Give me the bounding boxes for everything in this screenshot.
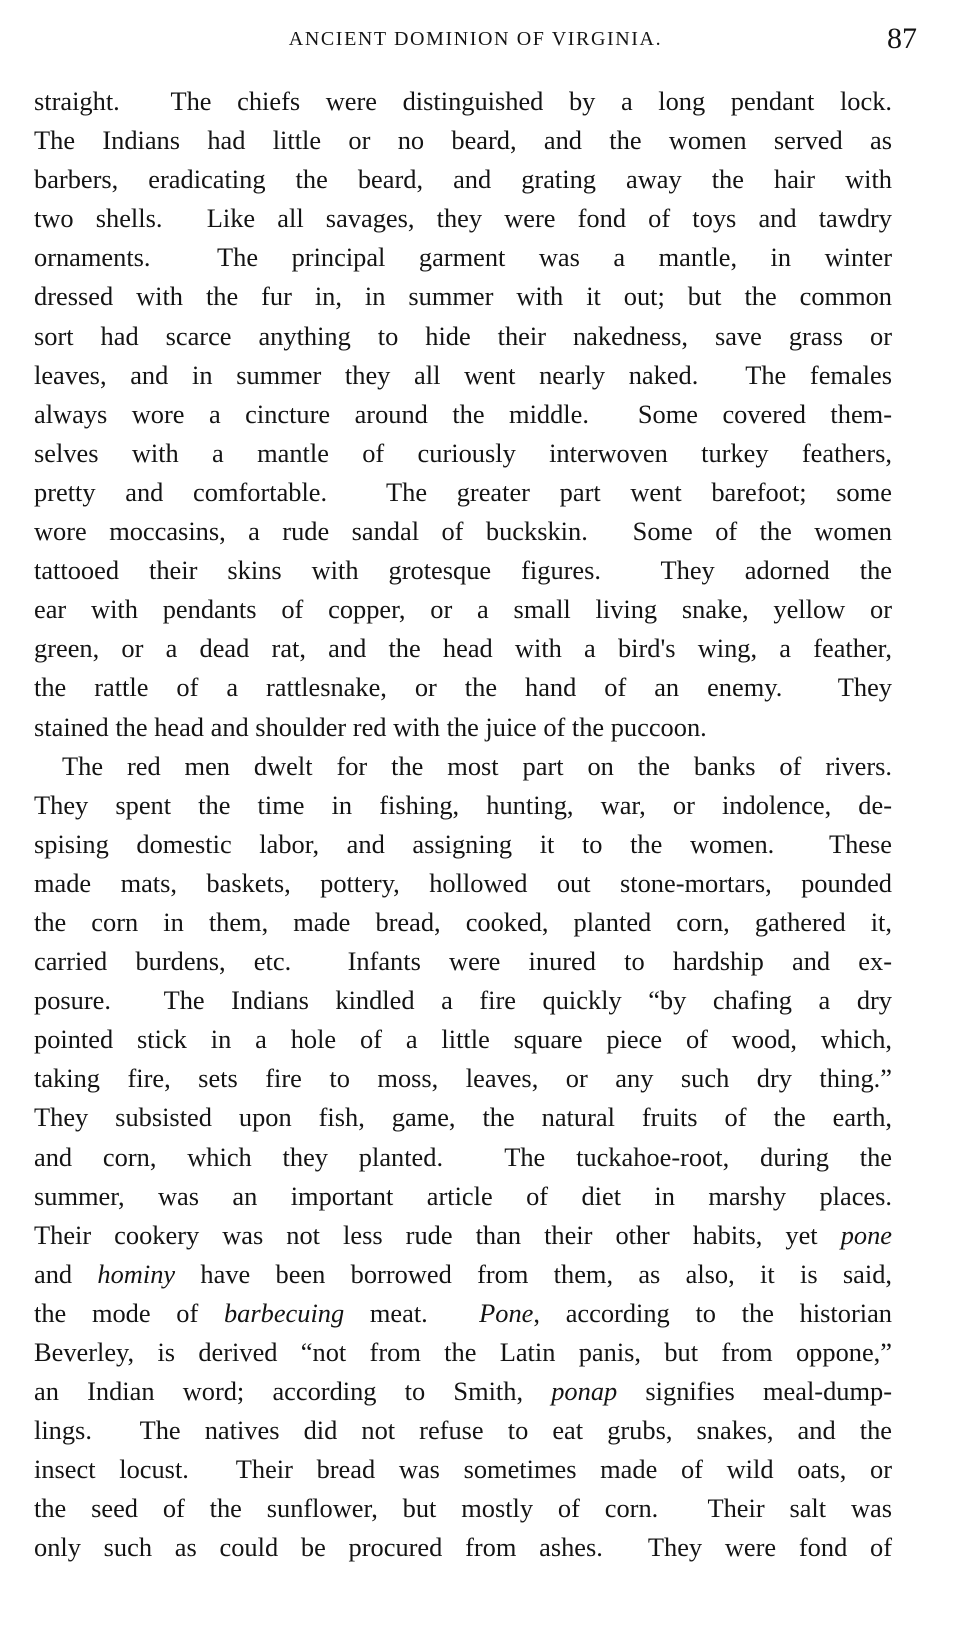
- text-line: [34, 864, 892, 903]
- text-line: [34, 668, 892, 707]
- text-segment: spising domestic labor, and assigning it to the women. These: [34, 828, 892, 859]
- text-line: [34, 1177, 892, 1216]
- text-line: [34, 825, 892, 864]
- text-segment: leaves, and in summer they all went nearly naked. The females: [34, 359, 892, 390]
- text-segment: meat.: [344, 1297, 480, 1328]
- text-segment: have been borrowed from them, as also, it is said,: [175, 1258, 893, 1289]
- text-segment: pointed stick in a hole of a little square piece of wood, which,: [34, 1024, 892, 1055]
- text-segment: always wore a cincture around the middle. Some covered them-: [34, 398, 892, 429]
- text-line: [34, 747, 892, 786]
- text-segment: tattooed their skins with grotesque figures. They adorned the: [34, 555, 892, 586]
- text-line: [34, 1020, 892, 1059]
- text-segment: wore moccasins, a rude sandal of buckskin. Some of the women: [34, 516, 892, 547]
- text-segment: lings. The natives did not refuse to eat grubs, snakes, and the: [34, 1415, 892, 1446]
- text-line: [34, 1138, 892, 1177]
- text-line: [34, 121, 892, 160]
- text-segment: an Indian word; according to Smith,: [34, 1376, 552, 1407]
- text-line: [34, 1255, 892, 1294]
- text-line: [34, 629, 892, 668]
- italic-text: pone: [840, 1219, 892, 1250]
- text-segment: dressed with the fur in, in summer with it out; but the common: [34, 281, 892, 312]
- text-segment: the corn in them, made bread, cooked, planted corn, gathered it,: [34, 906, 892, 937]
- italic-text: hominy: [97, 1258, 176, 1289]
- text-line: [34, 786, 892, 825]
- text-line: [34, 1059, 892, 1098]
- text-line: [34, 395, 892, 434]
- text-segment: only such as could be procured from ashes. They were fond of: [34, 1532, 892, 1563]
- text-line: [34, 1450, 892, 1489]
- text-segment: They subsisted upon fish, game, the natural fruits of the earth,: [34, 1102, 892, 1133]
- text-segment: straight. The chiefs were distinguished by a long pendant lock.: [34, 86, 892, 116]
- italic-text: ponap: [551, 1376, 618, 1407]
- text-segment: ornaments. The principal garment was a mantle, in winter: [34, 242, 892, 273]
- text-segment: Their cookery was not less rude than their other habits, yet: [34, 1219, 841, 1250]
- text-segment: the seed of the sunflower, but mostly of corn. Their salt was: [34, 1493, 892, 1524]
- text-line: [34, 199, 892, 238]
- text-line: [34, 1098, 892, 1137]
- text-line: [34, 590, 892, 629]
- text-segment: green, or a dead rat, and the head with a bird's wing, a feather,: [34, 633, 892, 664]
- text-segment: the mode of: [34, 1297, 224, 1328]
- text-segment: barbers, eradicating the beard, and grating away the hair with: [34, 164, 892, 195]
- text-line: [34, 317, 892, 356]
- text-segment: made mats, baskets, pottery, hollowed out stone-mortars, pounded: [34, 867, 892, 898]
- text-line: [34, 1333, 892, 1372]
- text-line: [34, 1411, 892, 1450]
- text-line: [34, 903, 892, 942]
- text-segment: , according to the historian: [533, 1297, 892, 1328]
- text-line: [34, 512, 892, 551]
- text-segment: insect locust. Their bread was sometimes made of wild oats, or: [34, 1454, 892, 1485]
- text-line: [34, 1216, 892, 1255]
- text-segment: and: [34, 1258, 98, 1289]
- text-segment: summer, was an important article of diet in marshy places.: [34, 1180, 892, 1211]
- text-line: [34, 1489, 892, 1528]
- italic-text: Pone: [479, 1297, 534, 1328]
- text-line: [34, 356, 892, 395]
- text-segment: signifies meal-dump-: [617, 1376, 892, 1407]
- text-segment: taking fire, sets fire to moss, leaves, or any such dry thing.”: [34, 1063, 892, 1094]
- page-number: 87: [887, 22, 917, 55]
- text-line: [34, 981, 892, 1020]
- running-head: ANCIENT DOMINION OF VIRGINIA.: [288, 28, 663, 50]
- text-line: [34, 160, 892, 199]
- text-line: [34, 708, 892, 747]
- text-line: [34, 1528, 892, 1567]
- text-segment: The red men dwelt for the most part on the banks of rivers.: [62, 750, 892, 781]
- body-text: [34, 82, 892, 1568]
- text-line: [34, 551, 892, 590]
- text-segment: ear with pendants of copper, or a small living snake, yellow or: [34, 594, 892, 625]
- text-segment: stained the head and shoulder red with the juice of the puccoon.: [34, 711, 707, 742]
- text-line: [34, 1372, 892, 1411]
- text-segment: pretty and comfortable. The greater part went barefoot; some: [34, 476, 892, 507]
- text-segment: posure. The Indians kindled a fire quickly “by chafing a dry: [34, 985, 892, 1016]
- text-segment: sort had scarce anything to hide their nakedness, save grass or: [34, 320, 892, 351]
- text-line: [34, 473, 892, 512]
- text-segment: Beverley, is derived “not from the Latin panis, but from oppone,”: [34, 1337, 892, 1367]
- text-segment: the rattle of a rattlesnake, or the hand of an enemy. They: [34, 672, 892, 703]
- text-line: [34, 82, 892, 121]
- text-segment: They spent the time in fishing, hunting, war, or indolence, de-: [34, 789, 892, 820]
- page-header: [34, 22, 917, 62]
- italic-text: barbecuing: [223, 1297, 345, 1328]
- text-line: [34, 238, 892, 277]
- text-segment: The Indians had little or no beard, and the women served as: [34, 125, 892, 156]
- text-line: [34, 1294, 892, 1333]
- text-line: [34, 434, 892, 473]
- text-segment: selves with a mantle of curiously interwoven turkey feathers,: [34, 437, 892, 468]
- text-line: [34, 277, 892, 316]
- text-segment: and corn, which they planted. The tuckahoe-root, during the: [34, 1141, 892, 1172]
- text-segment: carried burdens, etc. Infants were inured to hardship and ex-: [34, 946, 892, 977]
- text-segment: two shells. Like all savages, they were fond of toys and tawdry: [34, 203, 892, 234]
- text-line: [34, 942, 892, 981]
